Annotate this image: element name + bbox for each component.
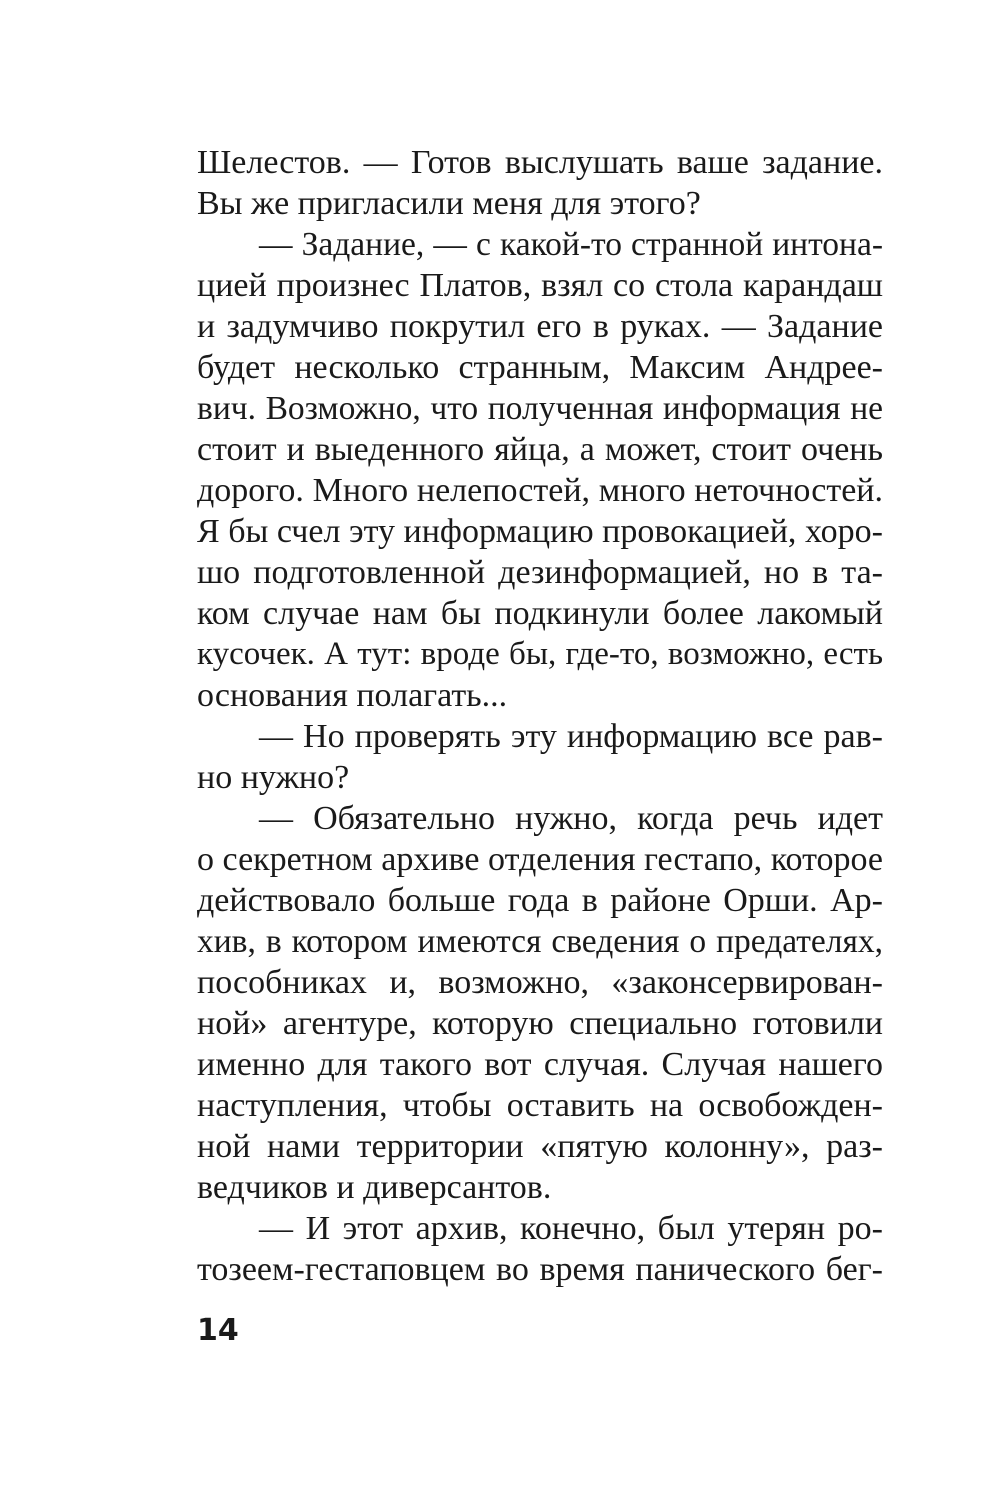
text-line: кусочек. А тут: вроде бы, где-то, возможно, есть [197, 636, 883, 672]
text-line: тозеем-гестаповцем во время панического бег- [197, 1251, 883, 1288]
text-line: — Задание, — с какой-то странной интона- [259, 226, 883, 263]
page-number: 14 [197, 1313, 239, 1348]
text-line: вич. Возможно, что полученная информация не [197, 390, 883, 427]
text-line: основания полагать... [197, 677, 508, 714]
text-line: — И этот архив, конечно, был утерян ро- [259, 1210, 883, 1247]
text-line: Шелестов. — Готов выслушать ваше задание. [197, 144, 883, 181]
text-line: — Обязательно нужно, когда речь идет [259, 800, 883, 837]
text-line: хив, в котором имеются сведения о предателях, [197, 923, 883, 960]
text-line: ной» агентуре, которую специально готовили [197, 1005, 883, 1042]
text-line: Я бы счел эту информацию провокацией, хоро- [197, 513, 883, 550]
body-text [197, 142, 883, 1290]
text-line: но нужно? [197, 759, 350, 796]
text-line: наступления, чтобы оставить на освобожден- [197, 1087, 883, 1124]
text-line: и задумчиво покрутил его в руках. — Задание [197, 308, 883, 345]
text-line: о секретном архиве отделения гестапо, которое [197, 841, 883, 878]
text-line: — Но проверять эту информацию все рав- [259, 718, 883, 755]
text-line: действовало больше года в районе Орши. Ар- [197, 882, 883, 919]
text-line: именно для такого вот случая. Случая нашего [197, 1046, 883, 1083]
text-line: дорого. Много нелепостей, много неточностей. [197, 472, 883, 509]
text-line: ной нами территории «пятую колонну», раз- [197, 1128, 883, 1165]
text-line: шо подготовленной дезинформацией, но в та- [197, 554, 883, 591]
text-line: Вы же пригласили меня для этого? [197, 185, 701, 222]
text-line: стоит и выеденного яйца, а может, стоит очень [197, 431, 883, 468]
text-line: цией произнес Платов, взял со стола карандаш [197, 267, 883, 304]
text-line: пособниках и, возможно, «законсервирован- [197, 964, 883, 1001]
text-line: ведчиков и диверсантов. [197, 1169, 552, 1206]
text-line: ком случае нам бы подкинули более лакомый [197, 595, 883, 632]
text-line: будет несколько странным, Максим Андрее- [197, 349, 883, 386]
